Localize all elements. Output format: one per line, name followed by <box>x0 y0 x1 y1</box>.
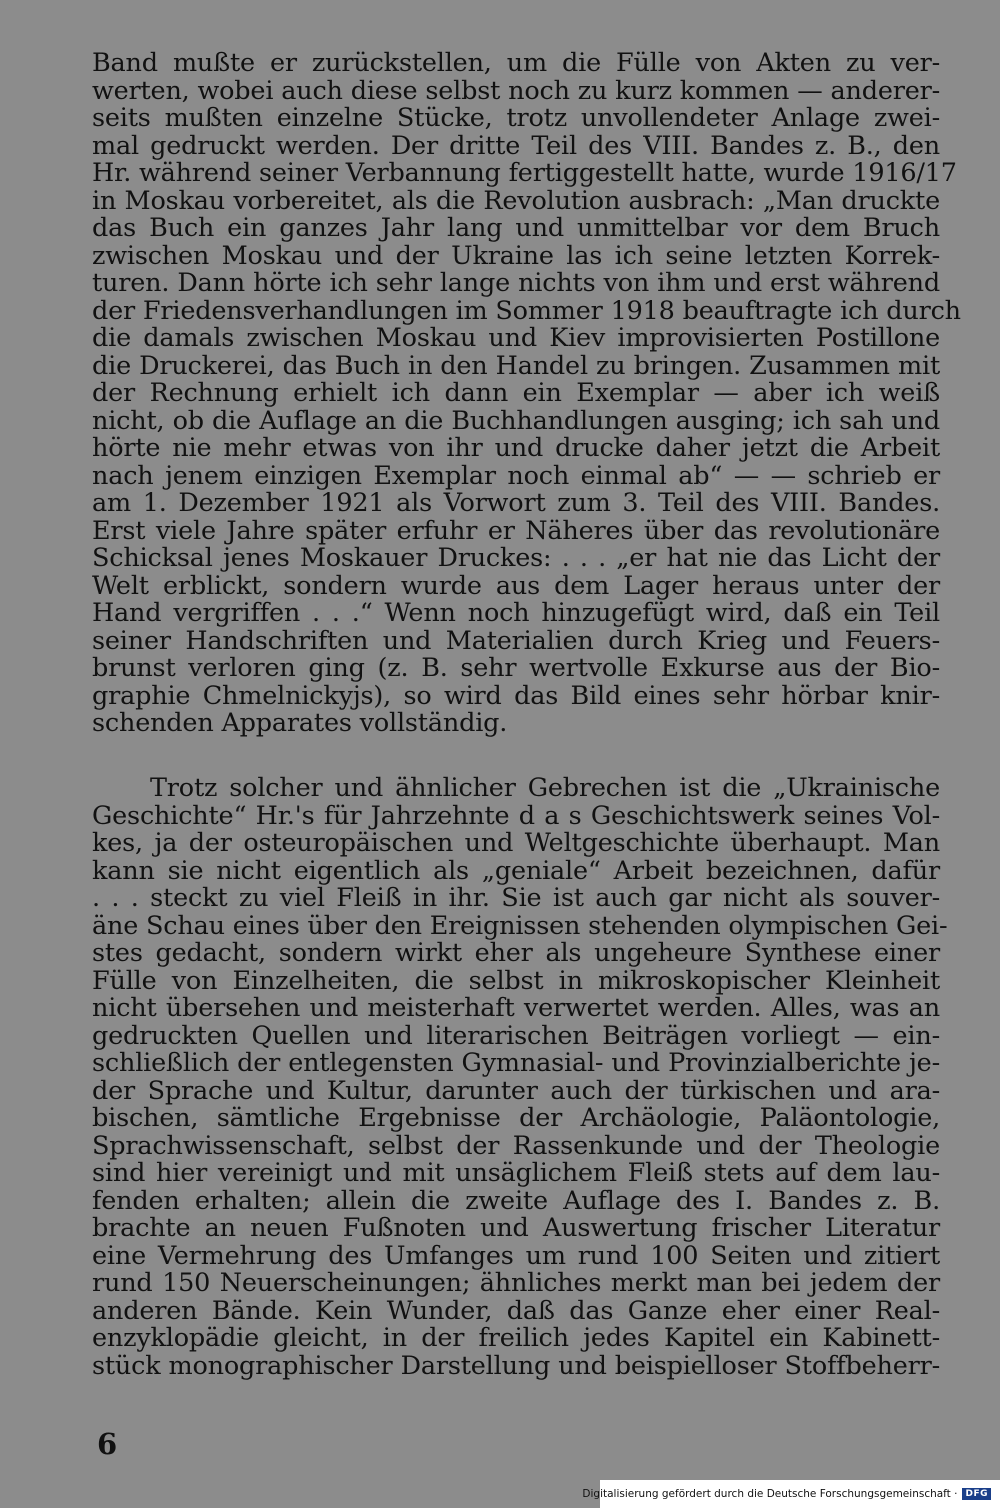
text-line: stes gedacht, sondern wirkt eher als ungeheure Synthese einer <box>92 938 940 968</box>
text-line: rund 150 Neuerscheinungen; ähnliches merkt man bei jedem der <box>92 1268 940 1298</box>
text-line: der Sprache und Kultur, darunter auch der türkischen und ara- <box>92 1075 940 1106</box>
text-line: gedruckten Quellen und literarischen Beiträgen vorliegt — ein- <box>92 1020 940 1051</box>
text-line: der Rechnung erhielt ich dann ein Exemplar — aber ich weiß <box>92 378 940 408</box>
text-line: nicht, ob die Auflage an die Buchhandlungen ausging; ich sah und <box>92 405 940 436</box>
text-line: äne Schau eines über den Ereignissen stehenden olympischen Gei- <box>92 910 948 941</box>
footer-credit-text: Digitalisierung gefördert durch die Deutsche Forschungsgemeinschaft · <box>582 1488 958 1500</box>
text-line: seits mußten einzelne Stücke, trotz unvollendeter Anlage zwei- <box>92 103 940 133</box>
text-line: nach jenem einzigen Exemplar noch einmal ab“ — — schrieb er <box>92 460 940 491</box>
text-line: seiner Handschriften und Materialien durch Krieg und Feuers- <box>92 625 940 656</box>
text-line: werten, wobei auch diese selbst noch zu kurz kommen — anderer- <box>92 75 940 106</box>
text-line: graphie Chmelnickyjs), so wird das Bild eines sehr hörbar knir- <box>92 680 940 711</box>
text-line: in Moskau vorbereitet, als die Revolution ausbrach: „Man druckte <box>92 185 940 216</box>
text-line: brunst verloren ging (z. B. sehr wertvolle Exkurse aus der Bio- <box>92 653 940 683</box>
text-line: Hr. während seiner Verbannung fertiggestellt hatte, wurde 1916/17 <box>92 158 957 188</box>
paragraph-2 <box>92 773 948 1381</box>
text-line: brachte an neuen Fußnoten und Auswertung frischer Literatur <box>92 1213 940 1243</box>
text-line: Trotz solcher und ähnlicher Gebrechen ist die „Ukrainische <box>150 773 940 803</box>
text-line: fenden erhalten; allein die zweite Auflage des I. Bandes z. B. <box>92 1185 940 1216</box>
text-line: Geschichte“ Hr.'s für Jahrzehnte d a s Geschichtswerk seines Vol- <box>92 800 940 831</box>
text-line: stück monographischer Darstellung und beispielloser Stoffbeherr- <box>92 1350 940 1381</box>
text-line: . . . steckt zu viel Fleiß in ihr. Sie ist auch gar nicht als souver- <box>92 883 940 913</box>
text-line: mal gedruckt werden. Der dritte Teil des VIII. Bandes z. B., den <box>92 130 940 161</box>
text-line: die damals zwischen Moskau und Kiev improvisierten Postillone <box>92 323 940 353</box>
text-line: kes, ja der osteuropäischen und Weltgeschichte überhaupt. Man <box>92 828 940 858</box>
text-line: schließlich der entlegensten Gymnasial- und Provinzialberichte je- <box>92 1048 940 1078</box>
text-line: hörte nie mehr etwas von ihr und drucke daher jetzt die Arbeit <box>92 433 940 463</box>
text-line: das Buch ein ganzes Jahr lang und unmittelbar vor dem Bruch <box>92 213 940 243</box>
dfg-logo: DFG <box>961 1487 992 1501</box>
text-line: zwischen Moskau und der Ukraine las ich seine letzten Korrek- <box>92 240 940 271</box>
text-line: nicht übersehen und meisterhaft verwertet werden. Alles, was an <box>92 993 940 1023</box>
text-line: Schicksal jenes Moskauer Druckes: . . . „er hat nie das Licht der <box>92 543 940 573</box>
text-line: eine Vermehrung des Umfanges um rund 100 Seiten und zitiert <box>92 1240 940 1271</box>
page-number: 6 <box>97 1427 118 1461</box>
text-line: Band mußte er zurückstellen, um die Fülle von Akten zu ver- <box>92 48 940 78</box>
text-line: Welt erblickt, sondern wurde aus dem Lager heraus unter der <box>92 570 940 601</box>
text-line: Sprachwissenschaft, selbst der Rassenkunde und der Theologie <box>92 1130 940 1161</box>
text-line: turen. Dann hörte ich sehr lange nichts von ihm und erst während <box>92 268 940 298</box>
text-line: Erst viele Jahre später erfuhr er Näheres über das revolutionäre <box>92 515 940 546</box>
text-line: anderen Bände. Kein Wunder, daß das Ganze eher einer Real- <box>92 1295 940 1326</box>
text-line: kann sie nicht eigentlich als „geniale“ Arbeit bezeichnen, dafür <box>92 855 940 886</box>
text-line: Fülle von Einzelheiten, die selbst in mikroskopischer Kleinheit <box>92 965 940 996</box>
text-line: schenden Apparates vollständig. <box>92 708 508 738</box>
text-line: sind hier vereinigt und mit unsäglichem Fleiß stets auf dem lau- <box>92 1158 940 1188</box>
paragraph-1 <box>92 48 961 738</box>
digitization-footer <box>582 1484 992 1504</box>
text-line: bischen, sämtliche Ergebnisse der Archäologie, Paläontologie, <box>92 1103 940 1133</box>
text-line: der Friedensverhandlungen im Sommer 1918 beauftragte ich durch <box>92 295 961 326</box>
text-line: enzyklopädie gleicht, in der freilich jedes Kapitel ein Kabinett- <box>92 1323 940 1353</box>
text-line: am 1. Dezember 1921 als Vorwort zum 3. Teil des VIII. Bandes. <box>92 488 940 518</box>
text-line: Hand vergriffen . . .“ Wenn noch hinzugefügt wird, daß ein Teil <box>92 598 940 628</box>
text-line: die Druckerei, das Buch in den Handel zu bringen. Zusammen mit <box>92 350 940 381</box>
